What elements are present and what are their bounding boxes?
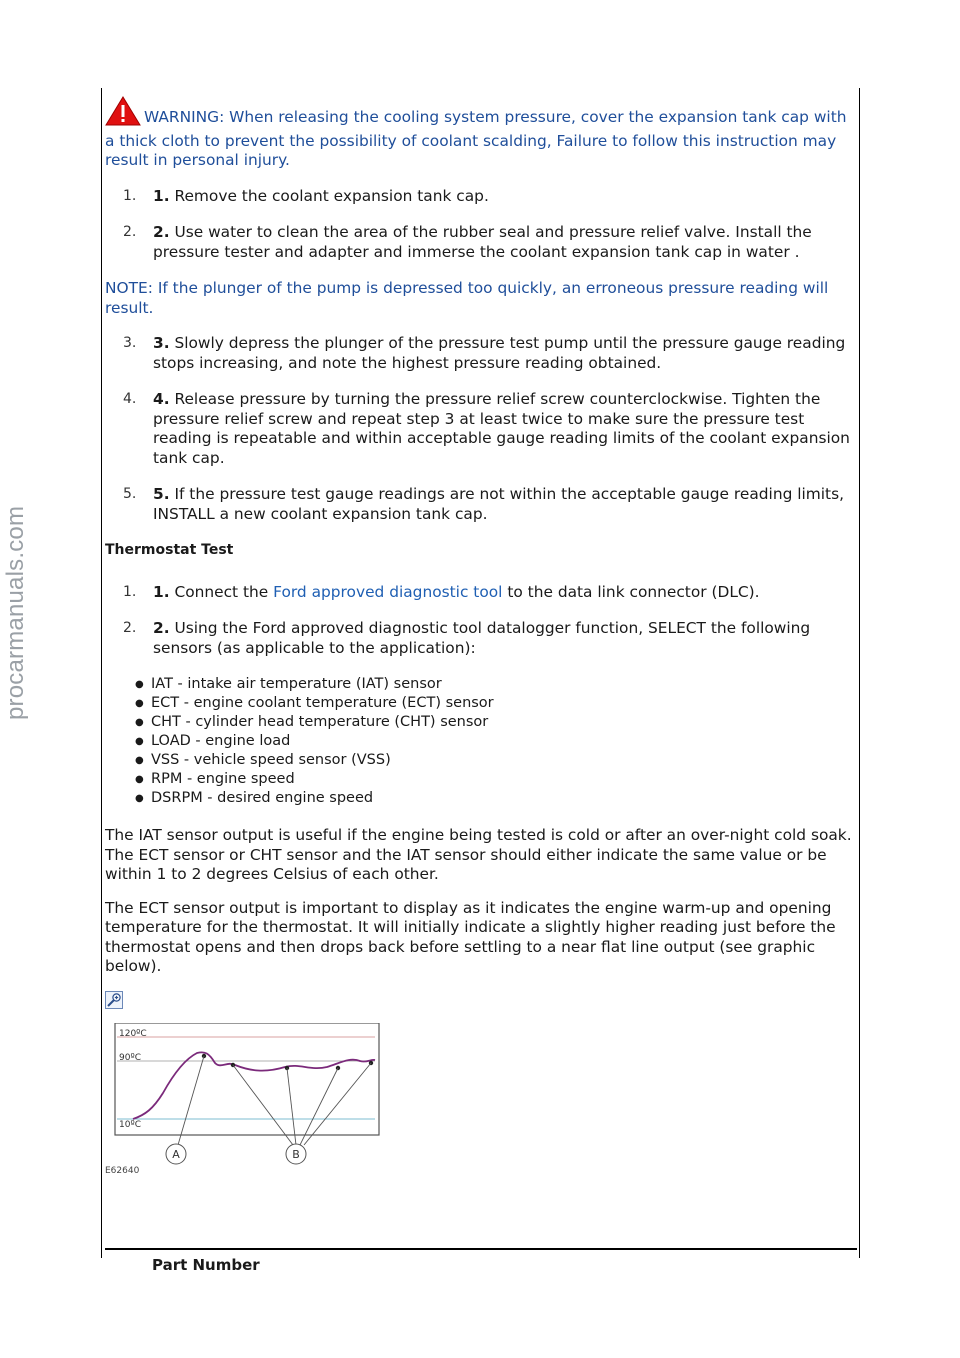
sensor-list [105,675,853,808]
table-header-part-number: Part Number [152,1256,260,1274]
label-120: 120ºC [119,1028,147,1039]
step-text: Use water to clean the area of the rubber seal and pressure relief valve. Install the pressure tester and adapter and immerse the coolant expansion tank cap in water . [153,223,812,261]
ect-graphic [105,1023,395,1173]
label-10: 10ºC [119,1119,141,1130]
callout-b: B [292,1147,300,1161]
paragraph-iat: The IAT sensor output is useful if the engine being tested is cold or after an over-night cold soak. The ECT sensor or CHT sensor and the IAT sensor should either indicate the same value or be within 1 to 2 degrees Celsius of each other. [105,826,852,883]
step-number: 2. [123,620,137,636]
list-item: ● CHT - cylinder head temperature (CHT) sensor [151,713,853,732]
step-bold: 4. [153,390,170,408]
note-block: NOTE: If the plunger of the pump is depressed too quickly, an erroneous pressure reading will result. [105,279,829,317]
side-watermark: procarmanuals.com [2,505,29,720]
steps-list-b [105,334,853,524]
paragraph-ect: The ECT sensor output is important to display as it indicates the engine warm-up and opening temperature for the thermostat. It will initially indicate a slightly higher reading just before the thermostat opens and then drops back before settling to a near flat line output (see graphic below). [105,898,836,975]
step-text: Using the Ford approved diagnostic tool datalogger function, SELECT the following sensors (as applicable to the application): [153,619,811,657]
step-bold: 2. [153,619,170,637]
step-number: 4. [123,391,137,407]
step-5 [105,485,853,524]
manual-content [105,96,853,1173]
list-item: ● RPM - engine speed [151,770,853,789]
step-bold: 3. [153,334,170,352]
step-text: If the pressure test gauge readings are not within the acceptable gauge reading limits, INSTALL a new coolant expansion tank cap. [153,485,844,523]
left-border [101,88,102,1258]
list-item: ● VSS - vehicle speed sensor (VSS) [151,751,853,770]
steps-list-c [105,583,853,659]
callout-a: A [172,1147,180,1161]
step-bold: 1. [153,186,170,205]
list-item: ● IAT - intake air temperature (IAT) sensor [151,675,853,694]
diagnostic-tool-link[interactable]: Ford approved diagnostic tool [273,582,503,601]
section-title: Thermostat Test [105,542,234,558]
step-text: to the data link connector (DLC). [502,582,760,601]
step-bold: 2. [153,223,170,241]
steps-list-a [105,187,853,263]
list-item: ● DSRPM - desired engine speed [151,789,853,808]
step-text: Release pressure by turning the pressure relief screw counterclockwise. Tighten the pressure relief screw and repeat step 3 at least twice to make sure the pressure test reading is repeatable and within acceptable gauge reading limits of the coolant expansion tank cap. [153,390,850,467]
step-bold: 5. [153,485,170,503]
step-text: Connect the [169,582,274,601]
label-90: 90ºC [119,1052,141,1063]
step-text: Remove the coolant expansion tank cap. [169,186,489,205]
step-number: 1. [123,583,137,600]
step-text: Slowly depress the plunger of the pressure test pump until the pressure gauge reading stops increasing, and note the highest pressure reading obtained. [153,334,846,372]
thermostat-step-2 [105,619,853,658]
step-1 [105,187,853,207]
warning-text: WARNING: When releasing the cooling system pressure, cover the expansion tank cap with a thick cloth to prevent the possibility of coolant scalding, Failure to follow this instruction may result in personal injury. [105,108,847,169]
step-bold: 1. [153,582,170,601]
step-number: 5. [123,486,137,502]
figure-code: E62640 [105,1165,140,1175]
ect-graph-svg [105,1023,395,1175]
step-number: 3. [123,335,137,351]
right-border [859,88,860,1258]
step-3 [105,334,853,373]
step-number: 1. [123,187,137,204]
warning-block [105,96,853,171]
step-number: 2. [123,224,137,240]
table-rule [105,1248,857,1250]
step-4 [105,390,853,468]
step-2 [105,223,853,262]
zoom-icon[interactable] [105,991,123,1009]
list-item: ● LOAD - engine load [151,732,853,751]
thermostat-step-1 [105,583,853,603]
list-item: ● ECT - engine coolant temperature (ECT) sensor [151,694,853,713]
warning-icon [105,96,141,132]
